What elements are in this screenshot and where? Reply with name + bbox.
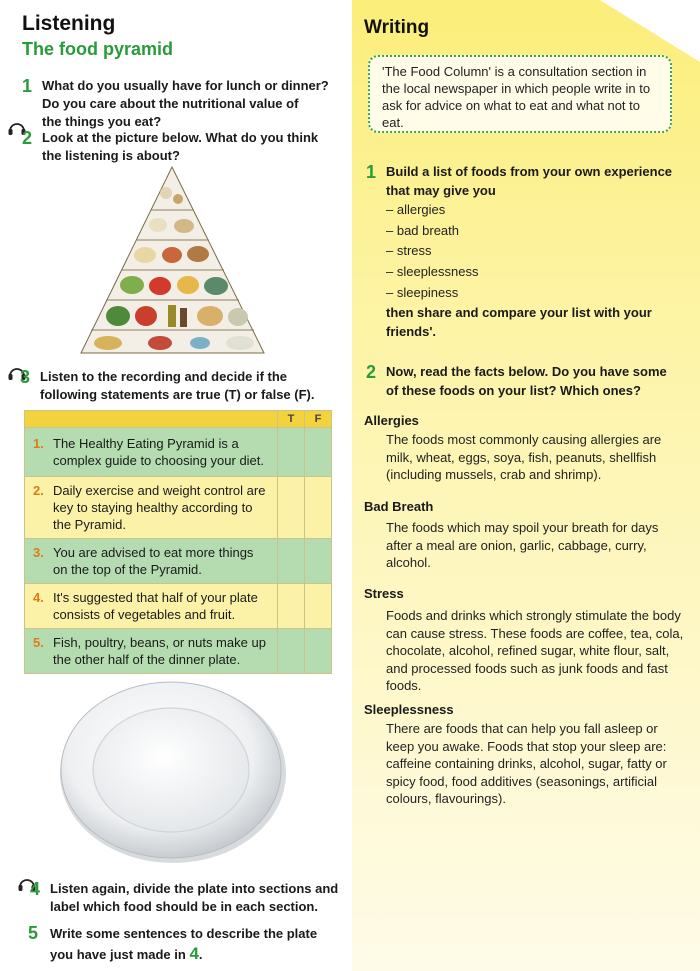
list-item: – sleepiness	[386, 283, 479, 304]
writing-column	[352, 0, 700, 971]
true-false-table	[24, 410, 332, 674]
section-title-bad-breath: Bad Breath	[364, 499, 434, 514]
table-row	[25, 539, 332, 584]
writing-heading: Writing	[364, 17, 430, 38]
statement-text: Daily exercise and weight control are key to staying healthy according to the Pyramid.	[53, 483, 266, 532]
food-pyramid-image	[80, 165, 265, 355]
statement-number: 3.	[33, 545, 44, 560]
writing-question-1-line1: Build a list of foods from your own experience	[386, 164, 673, 179]
writing-question-2-number: 2	[366, 362, 377, 382]
writing-background	[352, 0, 700, 971]
writing-question-1-end	[386, 303, 652, 341]
section-title-sleeplessness: Sleeplessness	[364, 702, 454, 717]
plate-image	[58, 675, 288, 865]
question-2-number: 2	[22, 128, 33, 148]
statement-number: 5.	[33, 635, 44, 650]
true-cell[interactable]	[278, 428, 305, 477]
symptom-list	[386, 200, 479, 304]
list-item: – sleeplessness	[386, 262, 479, 283]
table-header	[25, 411, 332, 428]
question-2-line2: the listening is about?	[42, 148, 180, 163]
list-item: – allergies	[386, 200, 479, 221]
false-cell[interactable]	[305, 428, 332, 477]
table-row	[25, 629, 332, 674]
writing-question-2-line1: Now, read the facts below. Do you have some	[386, 364, 667, 379]
statement-text: Fish, poultry, beans, or nuts make up the other half of the dinner plate.	[53, 635, 266, 667]
table-row	[25, 584, 332, 629]
question-5-line2: you have just made in 4.	[50, 944, 203, 963]
writing-question-1-line2: that may give you	[386, 183, 496, 198]
true-cell[interactable]	[278, 477, 305, 539]
question-5	[50, 924, 317, 965]
section-text-bad-breath: The foods which may spoil your breath for days after a meal are onion, garlic, cabbage, curry, alcohol.	[386, 520, 659, 570]
false-cell[interactable]	[305, 477, 332, 539]
true-cell[interactable]	[278, 629, 305, 674]
list-item: – stress	[386, 241, 479, 262]
question-4-line2: label which food should be in each section.	[50, 899, 318, 914]
question-3	[40, 368, 314, 404]
question-5-ref: 4	[189, 944, 199, 963]
section-text-stress: Foods and drinks which strongly stimulate the body can cause stress. These foods are coffee, tea, cola, chocolate, alcohol, refined sugar, white flour, salt, and processed foods such as junk foods and fast foods.	[386, 608, 684, 693]
question-4-line1: Listen again, divide the plate into sections and	[50, 881, 339, 896]
column-false: F	[305, 411, 332, 428]
table-row	[25, 428, 332, 477]
question-3-line2: following statements are true (T) or false (F).	[40, 387, 315, 402]
section-text-sleeplessness: There are foods that can help you fall asleep or keep you awake. Foods that stop your sleep are: caffeine containing drinks, alcohol, sugar, fatty or spicy food, food additives (seasonings, artificial colours, flavourings).	[386, 721, 667, 806]
question-4-number: 4	[30, 879, 41, 899]
statement-text: It's suggested that half of your plate consists of vegetables and fruit.	[53, 590, 258, 622]
writing-question-1-end-line2: friends'.	[386, 324, 437, 339]
true-cell[interactable]	[278, 539, 305, 584]
question-5-number: 5	[28, 923, 39, 943]
question-3-line1: Listen to the recording and decide if the	[40, 369, 288, 384]
statement-number: 4.	[33, 590, 44, 605]
question-1-line3: the things you eat?	[42, 114, 162, 129]
table-header-blank	[25, 411, 278, 428]
statement-number: 2.	[33, 483, 44, 498]
question-2	[42, 129, 318, 165]
writing-question-1	[386, 162, 672, 200]
statement-text: The Healthy Eating Pyramid is a complex guide to choosing your diet.	[53, 436, 265, 468]
table-row	[25, 477, 332, 539]
list-item: – bad breath	[386, 221, 479, 242]
false-cell[interactable]	[305, 539, 332, 584]
question-1	[42, 77, 329, 131]
column-true: T	[278, 411, 305, 428]
food-column-info: 'The Food Column' is a consultation section in the local newspaper in which people write in to ask for advice on what to eat and what not to eat.	[368, 55, 672, 133]
listening-heading: Listening	[22, 12, 116, 35]
question-4	[50, 880, 338, 916]
question-2-line1: Look at the picture below. What do you think	[42, 130, 319, 145]
section-title-stress: Stress	[364, 586, 404, 601]
section-text-allergies: The foods most commonly causing allergies are milk, wheat, eggs, soya, fish, peanuts, shellfish (including mussels, crab and shrimp).	[386, 432, 662, 482]
statement-number: 1.	[33, 436, 44, 451]
false-cell[interactable]	[305, 584, 332, 629]
section-title-allergies: Allergies	[364, 413, 419, 428]
writing-question-2-line2: of these foods on your list? Which ones?	[386, 383, 641, 398]
question-1-number: 1	[22, 76, 33, 96]
question-1-line2: Do you care about the nutritional value of	[42, 96, 299, 111]
true-cell[interactable]	[278, 584, 305, 629]
question-5-line1: Write some sentences to describe the plate	[50, 926, 318, 941]
question-1-line1: What do you usually have for lunch or dinner?	[42, 78, 329, 93]
writing-question-2	[386, 362, 667, 400]
listening-subheading: The food pyramid	[22, 39, 174, 59]
question-3-number: 3	[20, 367, 31, 387]
writing-question-1-end-line1: then share and compare your list with your	[386, 305, 652, 320]
statement-text: You are advised to eat more things on the top of the Pyramid.	[53, 545, 254, 577]
false-cell[interactable]	[305, 629, 332, 674]
writing-question-1-number: 1	[366, 162, 377, 182]
